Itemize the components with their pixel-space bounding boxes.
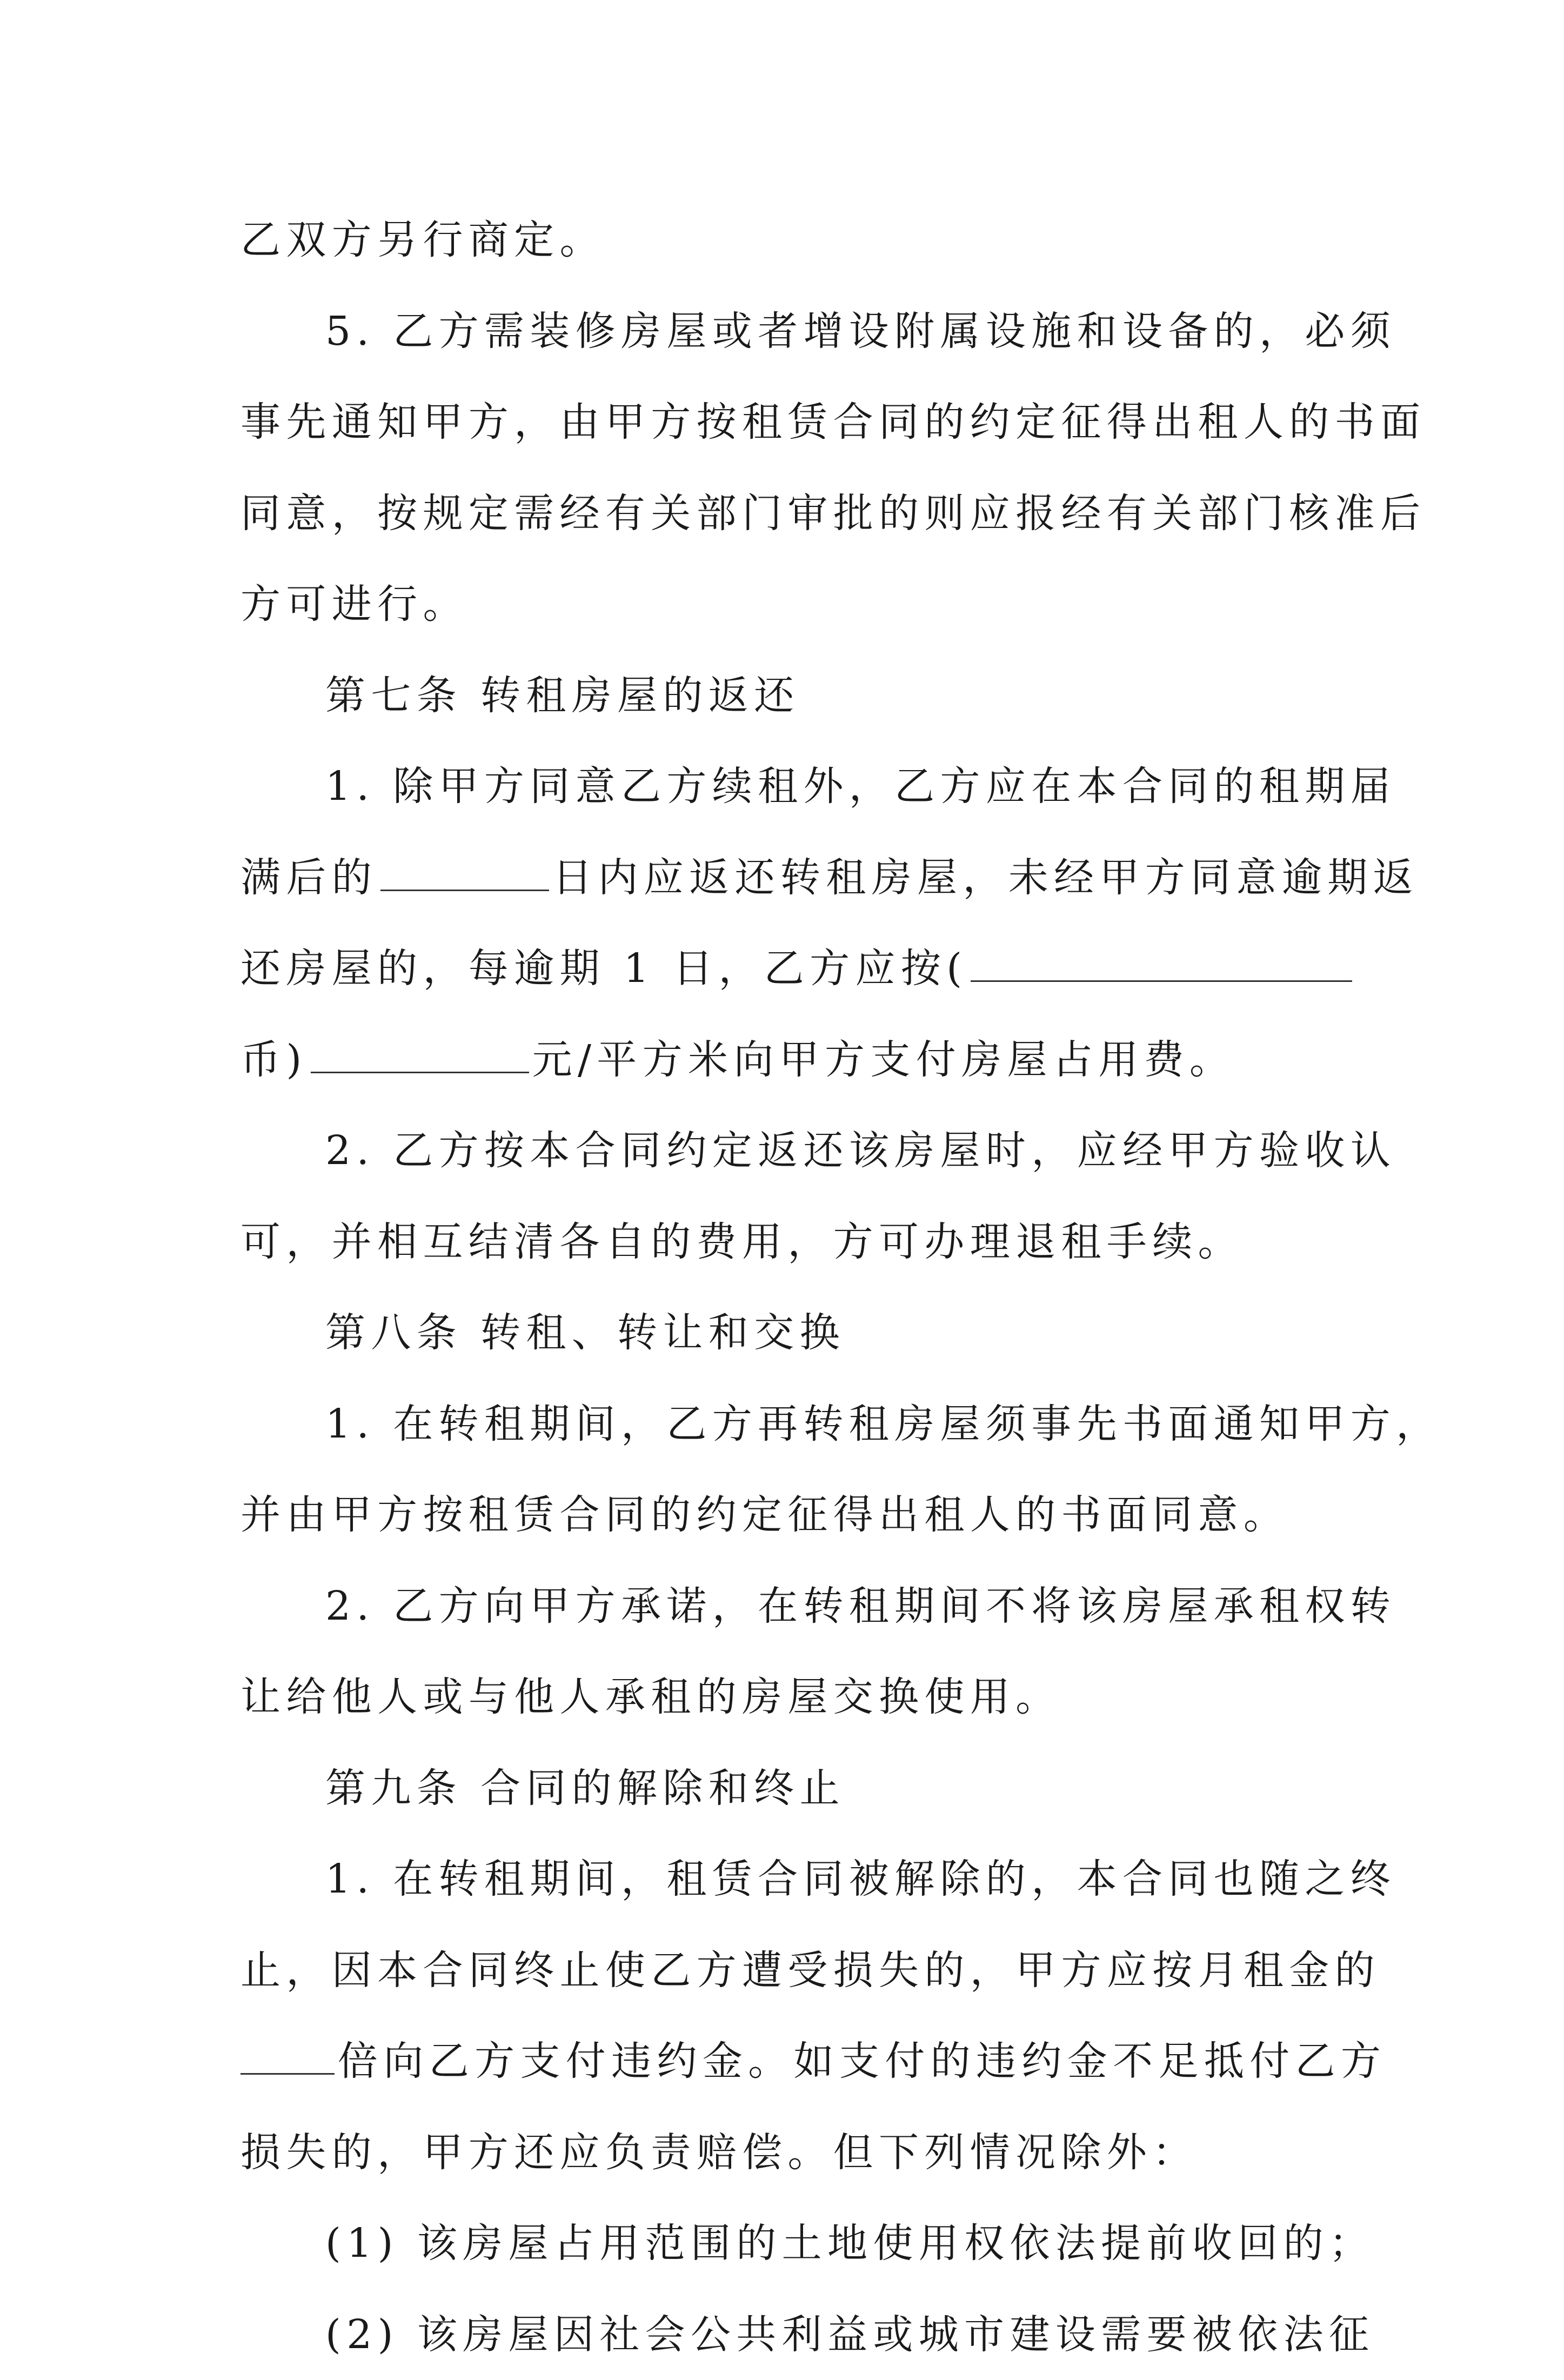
line-text: 同意，按规定需经有关部门审批的则应报经有关部门核准后 — [240, 490, 1426, 537]
line-text: 让给他人或与他人承租的房屋交换使用。 — [240, 1674, 1061, 1720]
paragraph-line — [240, 286, 1343, 377]
paragraph-line — [240, 1561, 1343, 1652]
line-text: 方可进行。 — [240, 581, 469, 627]
line-text: 元/平方米向甲方支付房屋占用费。 — [532, 1037, 1235, 1083]
paragraph-line — [240, 1379, 1343, 1470]
line-text: 2. 乙方按本合同约定返还该房屋时，应经甲方验收认 — [325, 1127, 1396, 1174]
section-heading — [240, 1743, 1343, 1834]
paragraph-line — [240, 1014, 1343, 1106]
line-text: (2) 该房屋因社会公共利益或城市建设需要被依法征 — [325, 2311, 1374, 2358]
fill-in-blank[interactable] — [971, 926, 1352, 982]
line-text: 乙双方另行商定。 — [240, 217, 605, 263]
paragraph-line — [240, 1105, 1343, 1196]
line-text: 2. 乙方向甲方承诺，在转租期间不将该房屋承租权转 — [325, 1583, 1396, 1629]
paragraph-line — [240, 1834, 1343, 1925]
paragraph-line — [240, 377, 1343, 468]
line-text: 还房屋的，每逾期 1 日，乙方应按( — [240, 945, 967, 992]
heading-text: 第九条 合同的解除和终止 — [325, 1765, 845, 1811]
line-text: 币) — [240, 1037, 308, 1083]
line-text: 1. 除甲方同意乙方续租外，乙方应在本合同的租期届 — [325, 763, 1396, 810]
list-item — [240, 2289, 1343, 2380]
line-text: 事先通知甲方，由甲方按租赁合同的约定征得出租人的书面 — [240, 399, 1426, 445]
paragraph-line — [240, 1925, 1343, 2016]
paragraph-line — [240, 1652, 1343, 1743]
paragraph-line — [240, 2107, 1343, 2198]
list-item — [240, 2198, 1343, 2289]
line-text: 5. 乙方需装修房屋或者增设附属设施和设备的，必须 — [325, 308, 1396, 355]
document-body — [240, 195, 1343, 2380]
line-text: 日内应返还转租房屋，未经甲方同意逾期返 — [552, 854, 1419, 901]
line-text: 损失的，甲方还应负责赔偿。但下列情况除外： — [240, 2129, 1198, 2176]
line-text: 止，因本合同终止使乙方遭受损失的，甲方应按月租金的 — [240, 1947, 1380, 1994]
fill-in-blank[interactable] — [240, 2019, 335, 2075]
line-text: 满后的 — [240, 854, 377, 901]
line-text: 倍向乙方支付违约金。如支付的违约金不足抵付乙方 — [338, 2038, 1386, 2084]
heading-text: 第七条 转租房屋的返还 — [325, 672, 799, 719]
paragraph-line — [240, 1469, 1343, 1561]
line-text: 1. 在转租期间，乙方再转租房屋须事先书面通知甲方， — [325, 1401, 1441, 1447]
section-heading — [240, 650, 1343, 741]
line-text: (1) 该房屋占用范围的土地使用权依法提前收回的； — [325, 2220, 1374, 2267]
section-heading — [240, 1287, 1343, 1379]
line-text: 可，并相互结清各自的费用，方可办理退租手续。 — [240, 1219, 1244, 1265]
paragraph-line — [240, 832, 1343, 924]
line-text: 1. 在转租期间，租赁合同被解除的，本合同也随之终 — [325, 1856, 1396, 1902]
paragraph-line — [240, 468, 1343, 559]
fill-in-blank[interactable] — [311, 1018, 529, 1073]
paragraph-line — [240, 923, 1343, 1014]
paragraph-line — [240, 559, 1343, 650]
paragraph-line — [240, 741, 1343, 832]
fill-in-blank[interactable] — [380, 835, 549, 891]
line-text: 并由甲方按租赁合同的约定征得出租人的书面同意。 — [240, 1492, 1289, 1538]
heading-text: 第八条 转租、转让和交换 — [325, 1309, 845, 1356]
paragraph-line — [240, 1196, 1343, 1288]
paragraph-line — [240, 2016, 1343, 2107]
paragraph-line — [240, 195, 1343, 286]
